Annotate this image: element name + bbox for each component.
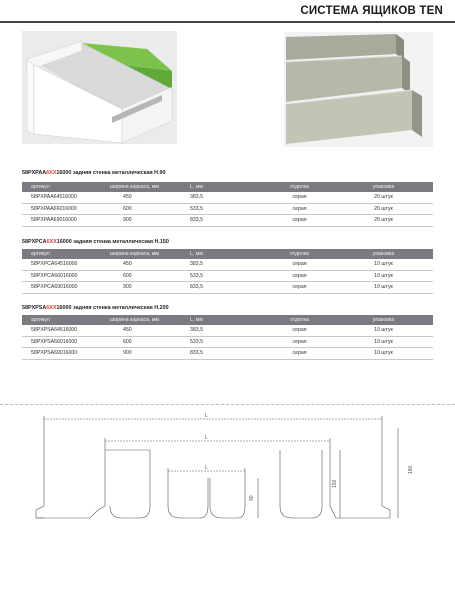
table-h90 <box>22 182 433 227</box>
technical-drawing <box>0 406 455 546</box>
dim-label-L: L <box>205 435 208 441</box>
dim-label-90: 90 <box>249 495 255 501</box>
table-row: 58PXPSA64516000 450 383,5 серая 10 штук <box>22 325 433 337</box>
drawer-box-photo <box>22 31 177 144</box>
dim-label-L: L <box>205 465 208 471</box>
dim-label-L: L <box>205 413 208 419</box>
metal-panels-photo <box>284 32 433 147</box>
table-header: артикул ширина каркаса, мм L, мм отделка упаковка <box>22 249 433 259</box>
section-title-h90: 58PXPAA6XX16000 задняя стенка металлическая H.90 <box>22 170 166 176</box>
table-header: артикул ширина каркаса, мм L, мм отделка упаковка <box>22 315 433 325</box>
section-divider <box>0 404 455 405</box>
table-row: 58PXPSA69016000 900 833,5 серая 10 штук <box>22 348 433 360</box>
table-row: 58PXPCA66016000 600 533,5 серая 10 штук <box>22 271 433 283</box>
table-row: 58PXPAA64516000 450 383,5 серая 20 штук <box>22 192 433 204</box>
page-title: СИСТЕМА ЯЩИКОВ TEN <box>300 5 443 17</box>
section-title-h200: 58PXPSA6XX16000 задняя стенка металлическая H.200 <box>22 305 169 311</box>
table-row: 58PXPAA66016000 600 533,5 серая 20 штук <box>22 204 433 216</box>
section-title-h150: 58PXPCA6XX16000 задняя стенка металлическая H.150 <box>22 239 169 245</box>
table-row: 58PXPCA64516000 450 383,5 серая 10 штук <box>22 259 433 271</box>
table-h150 <box>22 249 433 294</box>
dim-label-180: 180 <box>408 465 414 474</box>
header-divider <box>0 21 455 23</box>
table-row: 58PXPCA69016000 900 833,5 серая 10 штук <box>22 282 433 294</box>
table-row: 58PXPAA69016000 900 833,5 серая 20 штук <box>22 215 433 227</box>
table-header: артикул ширина каркаса, мм L, мм отделка упаковка <box>22 182 433 192</box>
table-row: 58PXPSA66016000 600 533,5 серая 10 штук <box>22 337 433 349</box>
table-h200 <box>22 315 433 360</box>
dim-label-150: 150 <box>332 479 338 488</box>
